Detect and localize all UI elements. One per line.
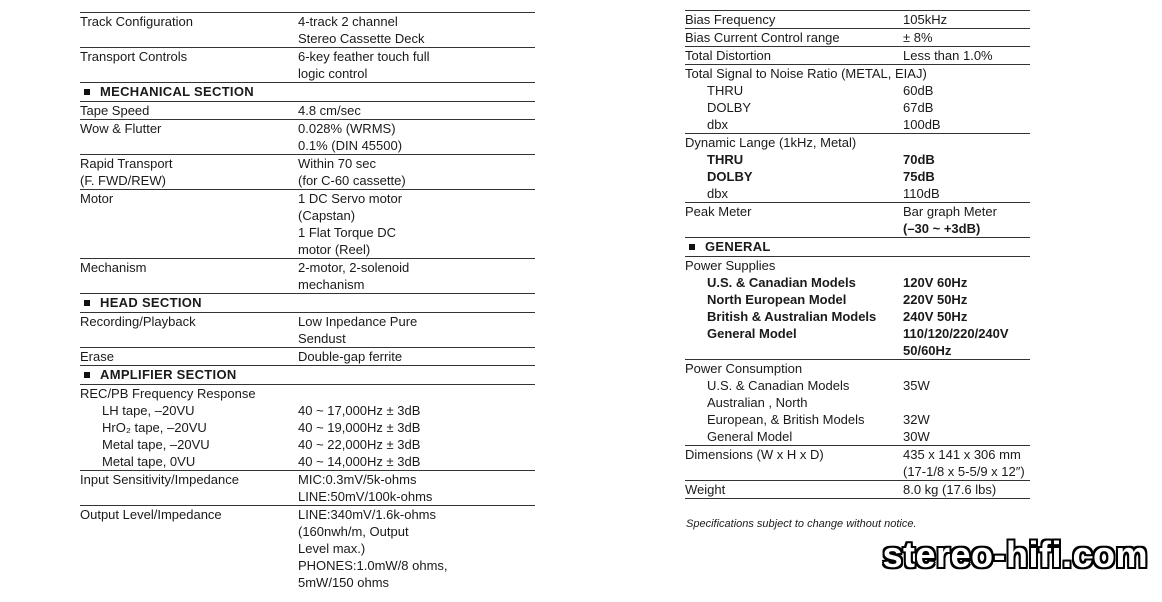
spec-value bbox=[298, 313, 417, 347]
spec-value: 105kHz bbox=[903, 12, 948, 27]
spec-value: 4.8 cm/sec bbox=[298, 103, 361, 118]
spec-label: Transport Controls bbox=[80, 49, 188, 64]
spec-value bbox=[903, 203, 997, 237]
spec-row-dynamic-thru bbox=[685, 151, 1030, 168]
right-spec-column bbox=[685, 10, 1030, 499]
value-line: MIC:0.3mV/5k-ohms bbox=[298, 472, 417, 487]
spec-value: 40 ~ 14,000Hz ± 3dB bbox=[298, 454, 421, 469]
spec-label: Peak Meter bbox=[685, 204, 752, 219]
spec-row-ps-british bbox=[685, 308, 1030, 325]
spec-row-dynamic-dolby bbox=[685, 168, 1030, 185]
spec-label: REC/PB Frequency Response bbox=[80, 386, 256, 401]
spec-row-mechanism bbox=[80, 259, 535, 294]
bullet-icon bbox=[689, 244, 695, 250]
spec-value: 220V 50Hz bbox=[903, 292, 968, 307]
spec-row-ps-us bbox=[685, 274, 1030, 291]
spec-row-pc-general bbox=[685, 428, 1030, 446]
value-line: 50/60Hz bbox=[903, 343, 952, 358]
spec-value: 75dB bbox=[903, 169, 935, 184]
section-title: AMPLIFIER SECTION bbox=[100, 367, 237, 382]
spec-row-snr-dbx bbox=[685, 116, 1030, 134]
spec-value: 32W bbox=[903, 412, 930, 427]
spec-value: Less than 1.0% bbox=[903, 48, 993, 63]
value-line: 1 Flat Torque DC bbox=[298, 225, 397, 240]
spec-value: 120V 60Hz bbox=[903, 275, 968, 290]
spec-row-pc-eu-2 bbox=[685, 411, 1030, 428]
spec-label: General Model bbox=[707, 326, 797, 341]
spec-value bbox=[298, 120, 402, 154]
watermark-logo: stereo-hifi.com bbox=[882, 534, 1148, 575]
spec-row-track-configuration bbox=[80, 12, 535, 48]
value-line: LINE:50mV/100k-ohms bbox=[298, 489, 433, 504]
spec-value bbox=[298, 48, 430, 82]
value-line: LINE:340mV/1.6k-ohms bbox=[298, 507, 437, 522]
spec-label: U.S. & Canadian Models bbox=[707, 378, 850, 393]
spec-row-rapid-transport bbox=[80, 155, 535, 190]
spec-label: Australian , North bbox=[707, 395, 808, 410]
spec-row-pc-eu-1 bbox=[685, 394, 1030, 411]
section-head bbox=[80, 294, 535, 313]
section-title: HEAD SECTION bbox=[100, 295, 202, 310]
spec-value: ± 8% bbox=[903, 30, 933, 45]
spec-label: THRU bbox=[707, 152, 744, 167]
spec-row-snr-thru bbox=[685, 82, 1030, 99]
spec-label: Bias Current Control range bbox=[685, 30, 840, 45]
spec-value: Double-gap ferrite bbox=[298, 349, 403, 364]
spec-label: HrO₂ tape, –20VU bbox=[102, 420, 207, 435]
spec-row-snr-dolby bbox=[685, 99, 1030, 116]
spec-value bbox=[298, 506, 448, 591]
spec-label: Mechanism bbox=[80, 260, 147, 275]
section-title: GENERAL bbox=[705, 239, 771, 254]
spec-label: Input Sensitivity/Impedance bbox=[80, 472, 239, 487]
spec-label: Bias Frequency bbox=[685, 12, 776, 27]
value-line: 4-track 2 channel bbox=[298, 14, 398, 29]
spec-label: European, & British Models bbox=[707, 412, 865, 427]
spec-row-total-distortion bbox=[685, 47, 1030, 65]
spec-label: Wow & Flutter bbox=[80, 121, 162, 136]
value-line: Sendust bbox=[298, 331, 346, 346]
section-amplifier bbox=[80, 366, 535, 385]
spec-label: U.S. & Canadian Models bbox=[707, 275, 856, 290]
spec-row-freq-metal-20 bbox=[80, 436, 535, 453]
spec-row-erase bbox=[80, 348, 535, 366]
value-line: Bar graph Meter bbox=[903, 204, 997, 219]
spec-label: Power Consumption bbox=[685, 361, 803, 376]
spec-row-pc-us bbox=[685, 377, 1030, 394]
spec-value bbox=[298, 471, 432, 505]
value-line: 110/120/220/240V bbox=[903, 326, 1009, 341]
value-line: logic control bbox=[298, 66, 368, 81]
spec-row-transport-controls bbox=[80, 48, 535, 83]
spec-row-motor bbox=[80, 190, 535, 259]
value-line: 435 x 141 x 306 mm bbox=[903, 447, 1021, 462]
spec-label: DOLBY bbox=[707, 100, 752, 115]
value-line: Low Inpedance Pure bbox=[298, 314, 418, 329]
label-line: (F. FWD/REW) bbox=[80, 173, 166, 188]
spec-value: 100dB bbox=[903, 117, 941, 132]
spec-value bbox=[903, 446, 1025, 480]
section-general bbox=[685, 238, 1030, 257]
spec-value: 60dB bbox=[903, 83, 934, 98]
footnote: Specifications subject to change without notice. bbox=[686, 518, 917, 530]
spec-label: Dimensions (W x H x D) bbox=[685, 447, 824, 462]
value-line: 6-key feather touch full bbox=[298, 49, 430, 64]
value-line: PHONES:1.0mW/8 ohms, bbox=[298, 558, 448, 573]
spec-value bbox=[298, 259, 409, 293]
spec-label: Metal tape, –20VU bbox=[102, 437, 210, 452]
value-line: 1 DC Servo motor bbox=[298, 191, 403, 206]
spec-value: 110dB bbox=[903, 186, 940, 201]
spec-label: DOLBY bbox=[707, 169, 753, 184]
spec-row-input-sensitivity bbox=[80, 471, 535, 506]
value-line: 2-motor, 2-solenoid bbox=[298, 260, 410, 275]
spec-row-ps-north-european bbox=[685, 291, 1030, 308]
spec-row-freq-title bbox=[80, 385, 535, 402]
spec-label: Erase bbox=[80, 349, 114, 364]
spec-value bbox=[903, 325, 1009, 359]
spec-value: 40 ~ 22,000Hz ± 3dB bbox=[298, 437, 421, 452]
bullet-icon bbox=[84, 89, 90, 95]
spec-label: Output Level/Impedance bbox=[80, 507, 222, 522]
value-line: Within 70 sec bbox=[298, 156, 377, 171]
left-spec-column bbox=[80, 12, 535, 591]
section-title: MECHANICAL SECTION bbox=[100, 84, 254, 99]
value-line: Stereo Cassette Deck bbox=[298, 31, 425, 46]
spec-row-wow-flutter bbox=[80, 120, 535, 155]
spec-row-snr-title bbox=[685, 65, 1030, 82]
spec-row-bias-frequency bbox=[685, 10, 1030, 29]
spec-label: Weight bbox=[685, 482, 726, 497]
spec-label: Power Supplies bbox=[685, 258, 776, 273]
value-line: 0.028% (WRMS) bbox=[298, 121, 396, 136]
spec-label: Total Distortion bbox=[685, 48, 771, 63]
spec-label: LH tape, –20VU bbox=[102, 403, 195, 418]
spec-row-freq-metal-0 bbox=[80, 453, 535, 471]
value-line: mechanism bbox=[298, 277, 365, 292]
spec-label: Motor bbox=[80, 191, 114, 206]
spec-label: Metal tape, 0VU bbox=[102, 454, 196, 469]
spec-label: Recording/Playback bbox=[80, 314, 196, 329]
spec-label: Total Signal to Noise Ratio (METAL, EIAJ) bbox=[685, 66, 927, 81]
spec-row-bias-current bbox=[685, 29, 1030, 47]
spec-value bbox=[298, 190, 402, 258]
value-line: (Capstan) bbox=[298, 208, 356, 223]
spec-value: 40 ~ 19,000Hz ± 3dB bbox=[298, 420, 421, 435]
spec-row-tape-speed bbox=[80, 102, 535, 120]
spec-row-freq-hro2 bbox=[80, 419, 535, 436]
spec-row-power-supplies-title bbox=[685, 257, 1030, 274]
spec-row-freq-lh bbox=[80, 402, 535, 419]
spec-row-dimensions bbox=[685, 446, 1030, 481]
value-line: (for C-60 cassette) bbox=[298, 173, 406, 188]
spec-row-power-consumption-title bbox=[685, 360, 1030, 377]
spec-value: 35W bbox=[903, 378, 930, 393]
spec-label: THRU bbox=[707, 83, 744, 98]
bullet-icon bbox=[84, 300, 90, 306]
spec-row-ps-general bbox=[685, 325, 1030, 360]
value-line: 0.1% (DIN 45500) bbox=[298, 138, 403, 153]
value-line: (–30 ~ +3dB) bbox=[903, 221, 981, 236]
spec-label: North European Model bbox=[707, 292, 847, 307]
value-line: (160nwh/m, Output bbox=[298, 524, 409, 539]
spec-value: 67dB bbox=[903, 100, 934, 115]
spec-row-weight bbox=[685, 481, 1030, 499]
spec-value: 40 ~ 17,000Hz ± 3dB bbox=[298, 403, 421, 418]
spec-label: British & Australian Models bbox=[707, 309, 877, 324]
section-mechanical bbox=[80, 83, 535, 102]
value-line: (17-1/8 x 5-5/9 x 12″) bbox=[903, 464, 1025, 479]
spec-value bbox=[298, 155, 406, 189]
label-line: Rapid Transport bbox=[80, 156, 173, 171]
spec-value: 70dB bbox=[903, 152, 935, 167]
spec-label: Dynamic Lange (1kHz, Metal) bbox=[685, 135, 857, 150]
spec-label: dbx bbox=[707, 117, 728, 132]
spec-label: dbx bbox=[707, 186, 728, 201]
spec-row-peak-meter bbox=[685, 203, 1030, 238]
spec-label: General Model bbox=[707, 429, 793, 444]
spec-value: 30W bbox=[903, 429, 930, 444]
spec-row-recording-playback bbox=[80, 313, 535, 348]
spec-value: 8.0 kg (17.6 lbs) bbox=[903, 482, 997, 497]
value-line: 5mW/150 ohms bbox=[298, 575, 390, 590]
value-line: motor (Reel) bbox=[298, 242, 371, 257]
spec-value bbox=[298, 13, 424, 47]
spec-row-dynamic-title bbox=[685, 134, 1030, 151]
spec-row-dynamic-dbx bbox=[685, 185, 1030, 203]
spec-label: Tape Speed bbox=[80, 103, 150, 118]
spec-label: Track Configuration bbox=[80, 14, 193, 29]
spec-row-output-level bbox=[80, 506, 535, 591]
spec-value: 240V 50Hz bbox=[903, 309, 968, 324]
bullet-icon bbox=[84, 372, 90, 378]
spec-label bbox=[80, 155, 298, 189]
value-line: Level max.) bbox=[298, 541, 366, 556]
